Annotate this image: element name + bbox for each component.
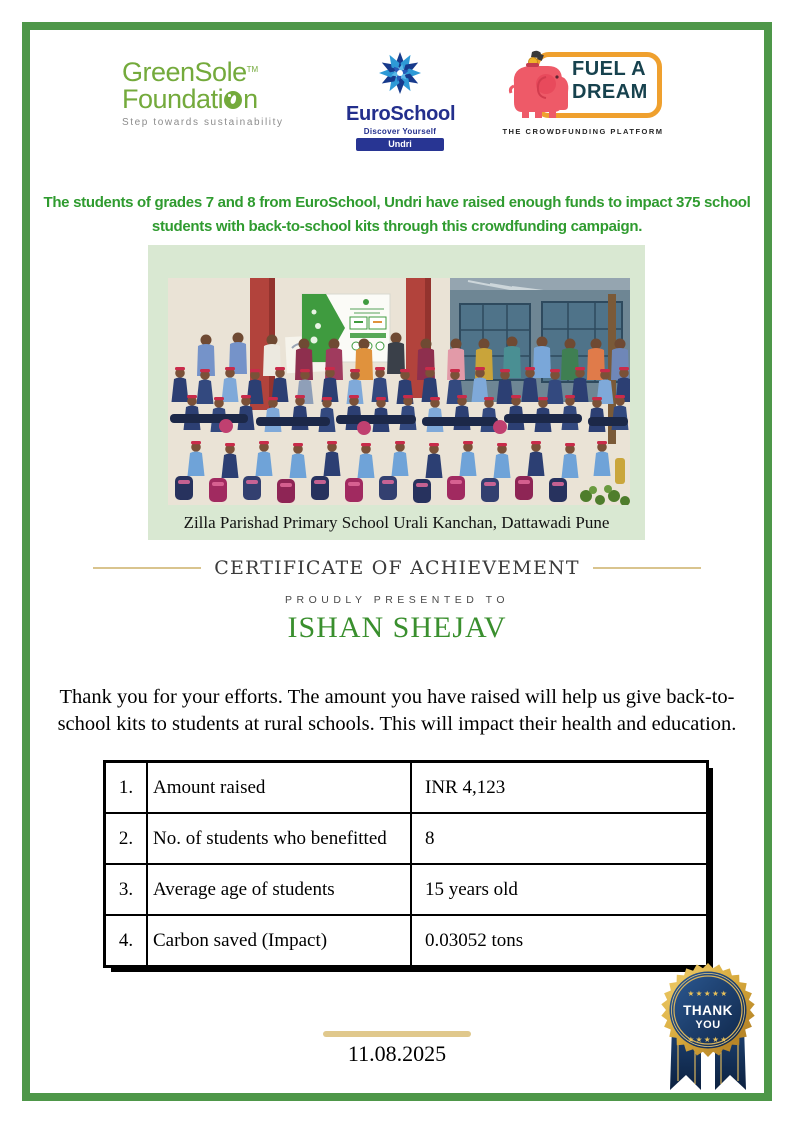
intro-paragraph: The students of grades 7 and 8 from EuroSchool, Undri have raised enough funds to impact 375 school students with back-to-school kits through this crowdfunding campaign. [43,194,751,235]
row-label-cell: Average age of students [147,864,411,915]
fueladream-box [502,48,664,124]
row-number-cell: 1. [105,762,148,814]
fueladream-word1: FUEL A [572,58,647,80]
elephant-piggybank-icon [502,50,580,122]
row-label-cell: Carbon saved (Impact) [147,915,411,967]
heading-rule-right [593,567,701,569]
certificate-heading-row [0,557,794,579]
fueladream-name [572,58,648,104]
fueladream-tagline: THE CROWDFUNDING PLATFORM [502,127,664,136]
table-row [105,915,708,967]
date-divider-bar [323,1031,471,1037]
certificate-heading: CERTIFICATE OF ACHIEVEMENT [214,557,580,579]
row-number-cell: 3. [105,864,148,915]
certificate-date: 11.08.2025 [347,1041,447,1066]
greensole-name [122,56,284,86]
impact-table [103,760,709,968]
greensole-foundation [122,86,284,113]
photo-frame [148,245,645,540]
row-label-cell: Amount raised [147,762,411,814]
row-label-cell: No. of students who benefitted [147,813,411,864]
row-value-cell: 8 [411,813,708,864]
row-number-cell: 4. [105,915,148,967]
greensole-name-text: GreenSole [122,57,247,87]
table-row [105,813,708,864]
badge-stars-top: ★★★★★ [687,989,729,998]
euroschool-campus-bar: Undri [356,138,444,151]
table-row [105,864,708,915]
euroschool-starburst-icon [376,49,424,97]
foundation-text-right: n [243,84,258,114]
greensole-tagline: Step towards sustainability [122,117,284,128]
footprint-o-icon [224,91,242,109]
foundation-text-left: Foundati [122,84,224,114]
fueladream-word2: DREAM [572,81,648,103]
row-number-cell: 2. [105,813,148,864]
photo-caption: Zilla Parishad Primary School Urali Kanchan, Dattawadi Pune [183,513,610,532]
badge-thank: THANK [683,1003,733,1018]
euroschool-tagline: Discover Yourself [363,127,437,136]
euroschool-name: EuroSchool [346,103,456,125]
greensole-logo [122,56,284,128]
heading-rule-left [93,567,201,569]
thank-you-message: Thank you for your efforts. The amount you have raised will help us give back-to-school kits to students at rural schools. This will impact their health and education. [57,685,737,735]
row-value-cell: 15 years old [411,864,708,915]
recipient-name: ISHAN SHEJAV [287,611,507,644]
table-row [105,762,708,814]
badge-stars-bottom: ★★★★★ [687,1035,729,1044]
euroschool-logo [346,49,454,151]
fueladream-logo [502,48,664,136]
badge-you: YOU [695,1019,721,1031]
row-value-cell: 0.03052 tons [411,915,708,967]
school-photo [168,278,630,505]
row-value-cell: INR 4,123 [411,762,708,814]
trademark-symbol: TM [246,65,259,74]
thank-you-badge [645,960,771,1096]
presented-label: PROUDLY PRESENTED TO [284,594,509,606]
